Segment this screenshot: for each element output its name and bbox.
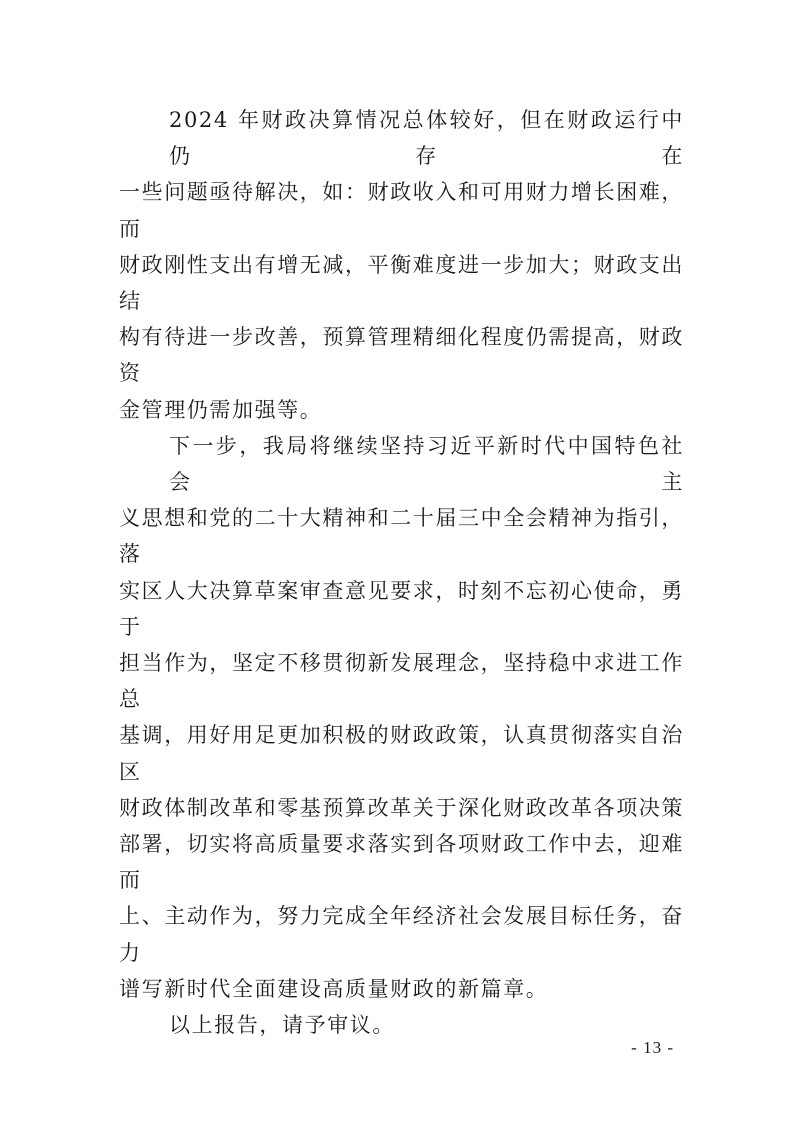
paragraph-summary (119, 102, 684, 428)
text-line: 财政刚性支出有增无减，平衡难度进一步加大；财政支出结 (119, 252, 684, 314)
text-line: 2024 年财政决算情况总体较好，但在财政运行中仍存在 (169, 108, 684, 169)
text-line: 以上报告，请予审议。 (169, 1013, 395, 1038)
text-line: 担当作为，坚定不移贯彻新发展理念，坚持稳中求进工作总 (119, 651, 684, 712)
text-line: 义思想和党的二十大精神和二十届三中全会精神为指引，落 (119, 506, 684, 567)
text-line: 谱写新时代全面建设高质量财政的新篇章。 (119, 976, 549, 1001)
body-text (119, 102, 684, 1043)
text-line: 金管理仍需加强等。 (119, 397, 323, 422)
text-line: 一些问题亟待解决，如：财政收入和可用财力增长困难，而 (119, 180, 684, 241)
text-line: 构有待进一步改善，预算管理精细化程度仍需提高，财政资 (119, 325, 684, 386)
text-line: 实区人大决算草案审查意见要求，时刻不忘初心使命，勇于 (119, 578, 684, 639)
text-line: 部署，切实将高质量要求落实到各项财政工作中去，迎难而 (119, 832, 684, 893)
text-line: 上、主动作为，努力完成全年经济社会发展目标任务，奋力 (119, 904, 684, 965)
paragraph-next-steps (119, 428, 684, 1007)
text-line: 下一步，我局将继续坚持习近平新时代中国特色社会主 (169, 433, 684, 495)
text-line: 基调，用好用足更加积极的财政政策，认真贯彻落实自治区 (119, 723, 684, 784)
text-line: 财政体制改革和零基预算改革关于深化财政改革各项决策 (119, 795, 684, 820)
page-number: - 13 - (631, 1038, 674, 1057)
paragraph-closing (119, 1007, 684, 1043)
